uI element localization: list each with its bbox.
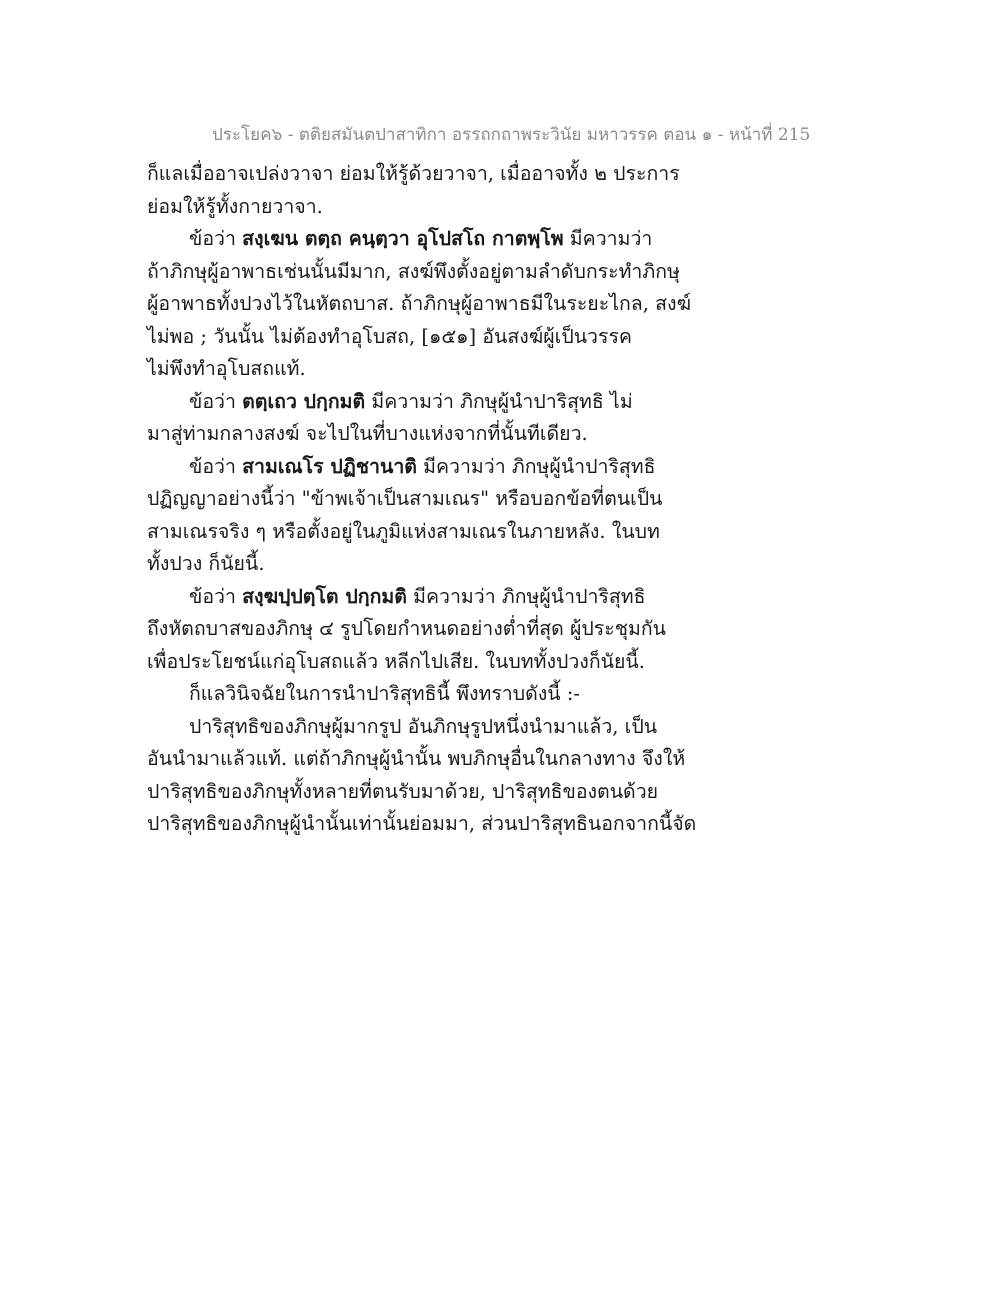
text-run: ผู้อาพาธทั้งปวงไว้ในหัตถบาส. ถ้าภิกษุผู้อาพาธมีในระยะไกล, สงฆ์ (147, 292, 692, 315)
text-line (147, 646, 707, 679)
text-line (147, 776, 707, 809)
text-run: ปฏิญญาอย่างนี้ว่า "ข้าพเจ้าเป็นสามเณร" หรือบอกข้อที่ตนเป็น (147, 487, 663, 510)
text-line (147, 256, 707, 289)
text-run: มีความว่า ภิกษุผู้นำปาริสุทธิ ไม่ (365, 389, 633, 413)
text-line (147, 581, 707, 614)
text-line (147, 191, 707, 224)
text-run: มีความว่า ภิกษุผู้นำปาริสุทธิ (406, 584, 646, 608)
text-run: อันนำมาแล้วแท้. แต่ถ้าภิกษุผู้นำนั้น พบภิกษุอื่นในกลางทาง จึงให้ (147, 747, 686, 770)
text-run: ถ้าภิกษุผู้อาพาธเช่นนั้นมีมาก, สงฆ์พึงตั้งอยู่ตามลำดับกระทำภิกษุ (147, 259, 680, 283)
pali-term: สงฺเฆน ตตฺถ คนฺตฺวา อุโปสโถ กาตพฺโพ (242, 227, 564, 250)
text-run: ข้อว่า (189, 389, 243, 413)
text-run: มีความว่า (563, 227, 653, 250)
text-line (147, 386, 707, 419)
text-line (147, 678, 707, 711)
text-run: มีความว่า ภิกษุผู้นำปาริสุทธิ (416, 454, 656, 478)
text-run: ข้อว่า (189, 227, 243, 250)
text-line (147, 418, 707, 451)
text-run: สามเณรจริง ๆ หรือตั้งอยู่ในภูมิแห่งสามเณรในภายหลัง. ในบท (147, 519, 660, 543)
text-line (147, 743, 707, 776)
text-run: ปาริสุทธิของภิกษุทั้งหลายที่ตนรับมาด้วย, ปาริสุทธิของตนด้วย (147, 779, 659, 803)
text-run: ถึงหัตถบาสของภิกษุ ๔ รูปโดยกำหนดอย่างต่ำที่สุด ผู้ประชุมกัน (147, 617, 666, 640)
text-line (147, 353, 707, 386)
text-line (147, 808, 707, 841)
text-line (147, 321, 707, 354)
text-line (147, 158, 707, 191)
text-line (147, 613, 707, 646)
text-run: ไม่พึงทำอุโบสถแท้. (147, 357, 306, 380)
body-text (147, 158, 707, 841)
pali-term: ตตฺเถว ปกฺกมติ (242, 389, 366, 413)
text-run: ย่อมให้รู้ทั้งกายวาจา. (147, 194, 323, 218)
text-line (147, 288, 707, 321)
text-run: ปาริสุทธิของภิกษุผู้นำนั้นเท่านั้นย่อมมา, ส่วนปาริสุทธินอกจากนี้จัด (147, 812, 697, 835)
text-line (147, 516, 707, 549)
text-run: ข้อว่า (189, 454, 243, 478)
text-run: มาสู่ท่ามกลางสงฆ์ จะไปในที่บางแห่งจากที่นั้นทีเดียว. (147, 422, 588, 445)
text-line (147, 451, 707, 484)
running-header: ประโยค๖ - ตติยสมันตปาสาทิกา อรรถกถาพระวินัย มหาวรรค ตอน ๑ - หน้าที่ 215 (212, 125, 811, 145)
text-run: ไม่พอ ; วันนั้น ไม่ต้องทำอุโบสถ, [๑๕๑] อันสงฆ์ผู้เป็นวรรค (147, 324, 632, 348)
text-run: ก็แลวินิจฉัยในการนำปาริสุทธินี้ พึงทราบดังนี้ :- (189, 682, 580, 705)
text-run: ข้อว่า (189, 584, 243, 608)
text-line (147, 711, 707, 744)
pali-term: สงฺฆปฺปตฺโต ปกฺกมติ (242, 584, 407, 608)
text-run: ก็แลเมื่ออาจเปล่งวาจา ย่อมให้รู้ด้วยวาจา, เมื่ออาจทั้ง ๒ ประการ (147, 162, 680, 185)
text-line (147, 548, 707, 581)
text-line (147, 483, 707, 516)
text-run: ทั้งปวง ก็นัยนี้. (147, 552, 265, 575)
text-run: เพื่อประโยชน์แก่อุโบสถแล้ว หลีกไปเสีย. ในบททั้งปวงก็นัยนี้. (147, 649, 645, 673)
text-run: ปาริสุทธิของภิกษุผู้มากรูป อันภิกษุรูปหนึ่งนำมาแล้ว, เป็น (189, 714, 658, 738)
text-line (147, 223, 707, 256)
pali-term: สามเณโร ปฏิชานาติ (242, 454, 417, 478)
